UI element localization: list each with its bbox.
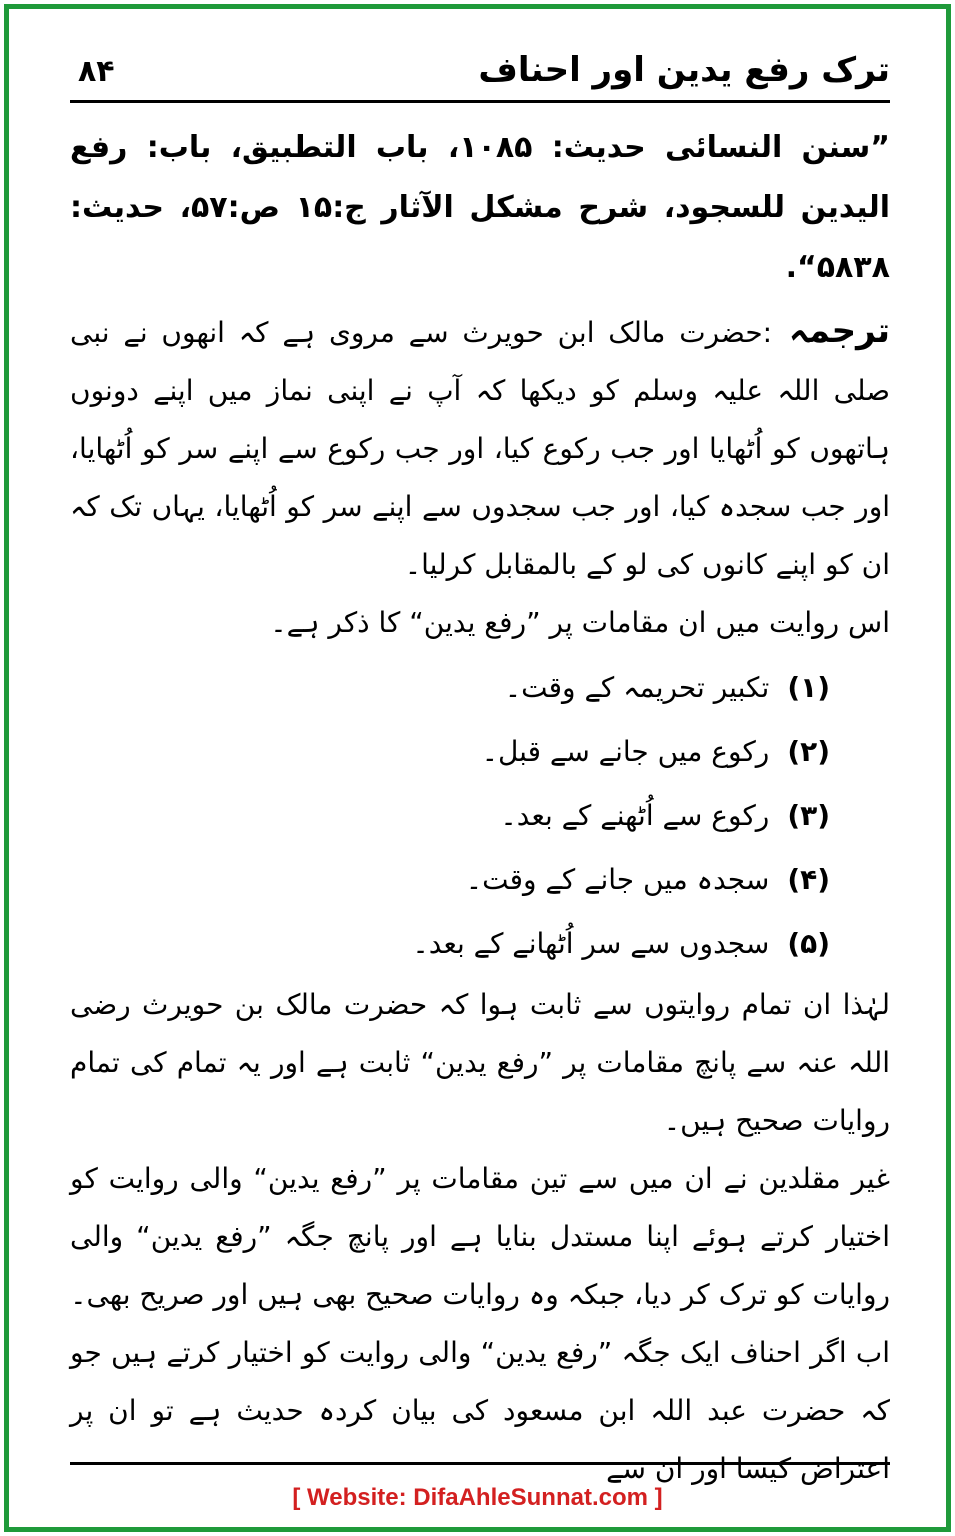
book-page [70, 40, 890, 1485]
paragraph-ahnaf: اب اگر احناف ایک جگہ ”رفع یدین“ والی روایت کو اختیار کرتے ہیں جو کہ حضرت عبد اللہ ابن مسعود کی بیان کردہ حدیث ہے تو ان پر اعتراض کیسا اور ان سے [70, 1336, 890, 1485]
translation-label: ترجمہ [788, 311, 890, 351]
list-text: تکبیر تحریمہ کے وقت۔ [504, 671, 770, 704]
list-text: رکوع میں جانے سے قبل۔ [481, 735, 770, 768]
website-link[interactable]: [ Website: DifaAhleSunnat.com ] [292, 1484, 663, 1511]
rafa-yadain-positions-list [70, 656, 890, 976]
footer-rule [70, 1462, 890, 1465]
list-item [70, 784, 830, 848]
list-number: (۵) [787, 927, 830, 960]
page-body [70, 118, 890, 1498]
list-item [70, 656, 830, 720]
translation-text: :حضرت مالک ابن حویرث سے مروی ہے کہ انھوں نے نبی صلی اللہ علیہ وسلم کو دیکھا کہ آپ نے اپنی نماز میں اپنے دونوں ہاتھوں کو اُٹھایا اور جب رکوع کیا، اور جب رکوع سے اپنے سر کو اُٹھایا، اور جب سجدہ کیا، اور جب سجدوں سے اپنے سر کو اُٹھایا، یہاں تک کہ ان کو اپنے کانوں کی لو کے بالمقابل کرلیا۔ [70, 316, 890, 581]
list-number: (۱) [787, 671, 830, 704]
list-text: سجدوں سے سر اُٹھانے کے بعد۔ [412, 927, 770, 960]
list-text: رکوع سے اُٹھنے کے بعد۔ [500, 799, 770, 832]
paragraph-conclusion: لہٰذا ان تمام روایتوں سے ثابت ہوا کہ حضرت مالک بن حویرث رضی اللہ عنہ سے پانچ مقامات پر ”رفع یدین“ ثابت ہے اور یہ تمام کی تمام روایات صحیح ہیں۔ [70, 988, 890, 1137]
translation-paragraph [70, 302, 890, 594]
list-number: (۴) [787, 863, 830, 896]
list-text: سجدہ میں جانے کے وقت۔ [465, 863, 770, 896]
list-item [70, 720, 830, 784]
list-item [70, 848, 830, 912]
intro-line: اس روایت میں ان مقامات پر ”رفع یدین“ کا ذکر ہے۔ [270, 606, 890, 639]
arabic-reference: ”سنن النسائی حدیث: ۱۰۸۵، باب التطبیق، باب: رفع الیدین للسجود، شرح مشکل الآثار ج:۱۵ ص:۵۷، حدیث: ۵۸۳۸“. [70, 130, 890, 285]
list-number: (۲) [787, 735, 830, 768]
list-item [70, 912, 830, 976]
list-number: (۳) [787, 799, 830, 832]
page-number: ۸۴ [78, 54, 115, 89]
page-header [70, 50, 890, 103]
page-title: ترک رفع یدین اور احناف [478, 50, 890, 90]
paragraph-ghair-muqallideen: غیر مقلدین نے ان میں سے تین مقامات پر ”رفع یدین“ والی روایت کو اختیار کرتے ہوئے اپنا مستدل بنایا ہے اور پانچ جگہ ”رفع یدین“ والی روایات کو ترک کر دیا، جبکہ وہ روایات صحیح بھی ہیں اور صریح بھی۔ [70, 1162, 890, 1311]
